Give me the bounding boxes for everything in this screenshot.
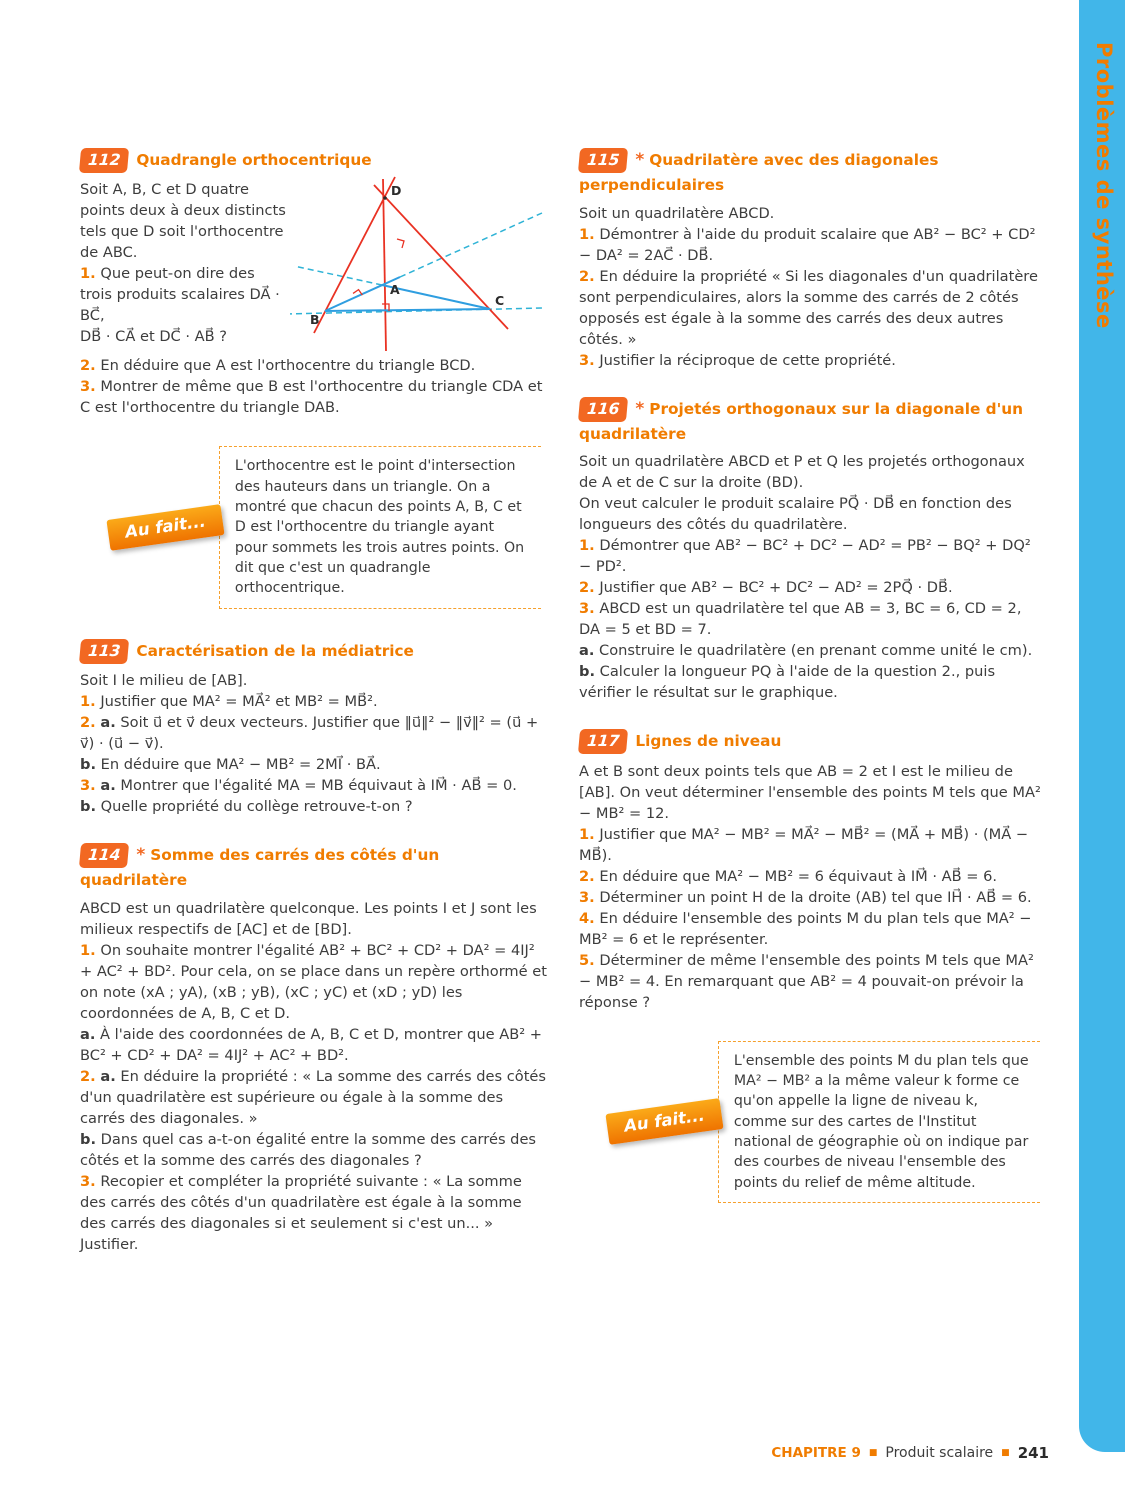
- page-columns: [80, 148, 1046, 1281]
- exercise-number-badge: 112: [79, 148, 130, 173]
- au-fait-label: Au fait...: [123, 511, 207, 542]
- text-line: 1. Démontrer à l'aide du produit scalaire que AB² − BC² + CD² − DA² = 2AC⃗ · DB⃗.: [579, 225, 1036, 264]
- right-column: [579, 148, 1046, 1281]
- section-side-tab-label: Problèmes de synthèse: [1092, 42, 1116, 329]
- label-c: C: [495, 293, 505, 309]
- exercise-112-text: [80, 179, 286, 355]
- difficulty-star: *: [635, 398, 645, 419]
- altitude-lines: [314, 177, 508, 351]
- text-line: 3. Justifier la réciproque de cette propriété.: [579, 351, 896, 369]
- text-line: b. Calculer la longueur PQ à l'aide de la question 2., puis vérifier le résultat sur le graphique.: [579, 663, 996, 702]
- chapter-label: CHAPITRE 9: [771, 1445, 861, 1461]
- text-line: Soit un quadrilatère ABCD.: [579, 204, 775, 222]
- text-line: 1. On souhaite montrer l'égalité AB² + BC² + CD² + DA² = 4IJ² + AC² + BD². Pour cela, on se place dans un repère orthormé et on note (xA ; yA), (xB ; yB), (xC ; yC) et (xD ; yD) les coordonnées de A, B, C et D.: [80, 941, 547, 1022]
- exercise-116: [579, 397, 1046, 704]
- text-line: 2. En déduire que A est l'orthocentre du triangle BCD.: [80, 357, 476, 375]
- text-line: 1. Justifier que MA² − MB² = MA⃗² − MB⃗² = (MA⃗ + MB⃗) · (MA⃗ − MB⃗).: [579, 825, 1029, 864]
- exercise-title: Projetés orthogonaux sur la diagonale d'un quadrilatère: [579, 399, 1024, 444]
- text-line: Soit un quadrilatère ABCD et P et Q les projetés orthogonaux de A et de C sur la droite (BD).: [579, 453, 1025, 492]
- exercise-header: [579, 729, 1046, 754]
- right-angle-markers: [353, 239, 404, 311]
- exercise-number-badge: 115: [578, 148, 629, 173]
- text-line: A et B sont deux points tels que AB = 2 et I est le milieu de [AB]. On veut déterminer l'ensemble des points M tels que MA² − MB² = 12.: [579, 762, 1041, 822]
- text-line: 3. Recopier et compléter la propriété suivante : « La somme des carrés des côtés d'un quadrilatère est égale à la somme des carrés des diagonales si et seulement si c'est un... » Justifier.: [80, 1172, 522, 1253]
- text-line: DB⃗ · CA⃗ et DC⃗ · AB⃗ ?: [80, 328, 228, 346]
- exercise-header: [579, 148, 1046, 197]
- text-line: 3. Montrer de même que B est l'orthocentre du triangle CDA et C est l'orthocentre du triangle DAB.: [80, 378, 543, 417]
- exercise-title: Quadrilatère avec des diagonales perpendiculaires: [579, 151, 939, 195]
- bullet-icon: ■: [1001, 1448, 1010, 1458]
- text-line: Soit A, B, C et D quatre points deux à deux distincts tels que D soit l'orthocentre de ABC.: [80, 181, 286, 262]
- exercise-header: [80, 843, 547, 892]
- text-line: 2. Justifier que AB² − BC² + DC² − AD² = 2PQ⃗ · DB⃗.: [579, 579, 953, 597]
- exercise-title: Caractérisation de la médiatrice: [136, 641, 414, 660]
- callout-text: [219, 446, 541, 608]
- au-fait-label: Au fait...: [622, 1105, 706, 1136]
- orthocenter-figure: [290, 173, 546, 355]
- text-line: b. Quelle propriété du collège retrouve-t-on ?: [80, 798, 413, 816]
- text-line: 2. En déduire que MA² − MB² = 6 équivaut à IM⃗ · AB⃗ = 6.: [579, 867, 998, 885]
- text-line: b. En déduire que MA² − MB² = 2MI⃗ · BA⃗.: [80, 756, 381, 774]
- exercise-title: Quadrangle orthocentrique: [136, 151, 372, 169]
- au-fait-callout-2: [607, 1041, 1046, 1203]
- text-line: 2. En déduire la propriété « Si les diagonales d'un quadrilatère sont perpendiculaires, alors la somme des carrés de 2 côtés opposés est égale à la somme des carrés des deux autres côtés. »: [579, 267, 1038, 348]
- text-line: 5. Déterminer de même l'ensemble des points M tels que MA² − MB² = 4. En remarquant que AB² = 4 pouvait-on prévoir la réponse ?: [579, 951, 1034, 1011]
- text-line: L'orthocentre est le point d'intersection des hauteurs dans un triangle. On a montré que chacun des points A, B, C et D est l'orthocentre du triangle ayant pour sommets les trois autres points. On dit que c'est un quadrangle orthocentrique.: [234, 458, 525, 597]
- au-fait-callout-1: [108, 446, 547, 608]
- bullet-icon: ■: [868, 1448, 878, 1458]
- exercise-115: [579, 148, 1046, 371]
- text-line: 2. a. Soit u⃗ et v⃗ deux vecteurs. Justifier que ‖u⃗‖² − ‖v⃗‖² = (u⃗ + v⃗) · (u⃗ − v⃗).: [80, 714, 539, 753]
- point-d-dot: [383, 197, 387, 201]
- exercise-body: [579, 203, 1046, 371]
- exercise-header: [80, 639, 547, 664]
- exercise-117: [579, 729, 1046, 1012]
- text-line: 4. En déduire l'ensemble des points M du plan tels que MA² − MB² = 6 et le représenter.: [579, 909, 1032, 948]
- exercise-112: [80, 148, 547, 418]
- exercise-title: Lignes de niveau: [635, 732, 782, 751]
- section-side-tab: [1079, 0, 1125, 1452]
- exercise-body: [80, 898, 547, 1255]
- exercise-113: [80, 639, 547, 817]
- exercise-112-items: [80, 355, 547, 418]
- exercise-number-badge: 113: [79, 639, 130, 664]
- exercise-title: Somme des carrés des côtés d'un quadrilatère: [80, 846, 440, 890]
- exercise-number-badge: 116: [578, 397, 629, 422]
- exercise-body: [579, 761, 1046, 1013]
- text-line: 1. Justifier que MA² = MA⃗² et MB² = MB⃗².: [80, 693, 378, 711]
- label-d: D: [391, 183, 402, 199]
- text-line: 1. Que peut-on dire des trois produits scalaires DA⃗ · BC⃗,: [80, 265, 280, 325]
- text-line: 3. ABCD est un quadrilatère tel que AB = 3, BC = 6, CD = 2, DA = 5 et BD = 7.: [579, 600, 1022, 639]
- text-line: a. À l'aide des coordonnées de A, B, C et D, montrer que AB² + BC² + CD² + DA² = 4IJ² + AC² + BD².: [80, 1025, 542, 1064]
- text-line: Soit I le milieu de [AB].: [80, 672, 248, 690]
- chapter-title: Produit scalaire: [885, 1445, 994, 1461]
- au-fait-ribbon: [605, 1098, 723, 1145]
- left-column: [80, 148, 547, 1281]
- exercise-number-badge: 114: [79, 843, 130, 868]
- page-footer: [771, 1444, 1049, 1462]
- text-line: ABCD est un quadrilatère quelconque. Les points I et J sont les milieux respectifs de [AC] et de [BD].: [80, 899, 537, 938]
- exercise-112-row: [80, 179, 547, 355]
- text-line: a. Construire le quadrilatère (en prenant comme unité le cm).: [579, 642, 1033, 660]
- label-a: A: [390, 282, 400, 298]
- text-line: b. Dans quel cas a-t-on égalité entre la somme des carrés des côtés et la somme des carrés des diagonales ?: [80, 1130, 537, 1169]
- text-line: L'ensemble des points M du plan tels que MA² − MB² a la même valeur k forme ce qu'on appelle la ligne de niveau k, comme sur des cartes de l'Institut national de géographie où on indique par des courbes de niveau l'ensemble des points du relief de même altitude.: [733, 1052, 1029, 1191]
- exercise-body: [579, 451, 1046, 703]
- page-number: 241: [1017, 1444, 1049, 1462]
- exercise-114: [80, 843, 547, 1255]
- text-line: 2. a. En déduire la propriété : « La somme des carrés des côtés d'un quadrilatère est supérieure ou égale à la somme des carrés des diagonales. »: [80, 1067, 547, 1127]
- text-line: 3. a. Montrer que l'égalité MA = MB équivaut à IM⃗ · AB⃗ = 0.: [80, 777, 517, 795]
- label-b: B: [310, 312, 320, 328]
- exercise-header: [80, 148, 547, 173]
- text-line: On veut calculer le produit scalaire PQ⃗ · DB⃗ en fonction des longueurs des côtés du quadrilatère.: [579, 495, 1012, 534]
- exercise-body: [80, 670, 547, 817]
- difficulty-star: *: [635, 150, 645, 170]
- au-fait-ribbon: [106, 504, 224, 551]
- text-line: 1. Démontrer que AB² − BC² + DC² − AD² = PB² − BQ² + DQ² − PD².: [579, 537, 1031, 576]
- callout-text: [718, 1041, 1040, 1203]
- dashed-construction-lines: [290, 213, 542, 314]
- difficulty-star: *: [136, 845, 146, 866]
- exercise-header: [579, 397, 1046, 446]
- exercise-number-badge: 117: [578, 729, 629, 754]
- text-line: 3. Déterminer un point H de la droite (AB) tel que IH⃗ · AB⃗ = 6.: [579, 888, 1032, 906]
